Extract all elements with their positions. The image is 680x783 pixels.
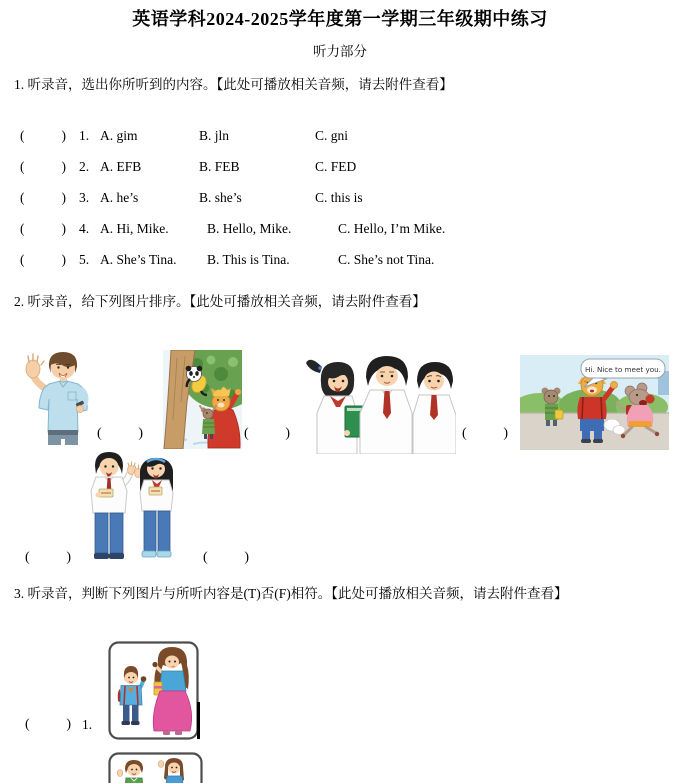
image-panda-in-tree <box>163 350 242 449</box>
option-c: C. gni <box>315 128 349 143</box>
image-man-waving <box>20 349 102 445</box>
question-number: 3. <box>79 190 90 205</box>
option-b: B. FEB <box>199 159 240 174</box>
girl-with-book <box>306 360 365 454</box>
page-title: 英语学科2024-2025学年度第一学期三年级期中练习 <box>132 9 548 29</box>
answer-slot-picture-4[interactable] <box>25 550 71 566</box>
section-subtitle-listening: 听力部分 <box>313 44 367 59</box>
paren-open: ( <box>244 426 249 441</box>
paren-open: ( <box>20 221 25 236</box>
option-c: C. Hello, I’m Mike. <box>338 221 446 236</box>
question-row-3 <box>0 190 680 221</box>
paren-open: ( <box>20 159 25 174</box>
paren-open: ( <box>20 128 25 143</box>
short-boy <box>413 362 456 454</box>
option-a: A. gim <box>100 128 138 143</box>
question-row-4 <box>0 221 680 252</box>
question-number: 1. <box>79 128 90 143</box>
option-a: A. She’s Tina. <box>100 252 177 267</box>
question-row-5 <box>0 252 680 283</box>
girl-with-card <box>135 458 174 557</box>
option-b: B. she’s <box>199 190 242 205</box>
answer-slot-q5[interactable] <box>20 252 66 268</box>
image-boy-greeting-teacher <box>108 641 199 740</box>
paren-close: ) <box>61 128 66 143</box>
answer-slot-picture-2[interactable] <box>244 426 290 442</box>
paren-open: ( <box>25 717 30 732</box>
image-cat-and-mice-greeting <box>520 355 669 450</box>
section1-question-list <box>0 128 680 283</box>
image-two-children-partial <box>108 752 203 783</box>
option-b: B. This is Tina. <box>207 252 290 267</box>
paren-close: ) <box>66 550 71 565</box>
question-row-1 <box>0 128 680 159</box>
paren-close: ) <box>244 550 249 565</box>
answer-slot-q3[interactable] <box>20 190 66 206</box>
paren-open: ( <box>97 426 102 441</box>
paren-close: ) <box>285 426 290 441</box>
paren-close: ) <box>503 426 508 441</box>
option-c: C. She’s not Tina. <box>338 252 435 267</box>
option-a: A. he’s <box>100 190 139 205</box>
paren-open: ( <box>203 550 208 565</box>
paren-open: ( <box>25 550 30 565</box>
answer-slot-q1[interactable] <box>20 128 66 144</box>
option-b: B. jln <box>199 128 230 143</box>
question-row-2 <box>0 159 680 190</box>
answer-slot-q4[interactable] <box>20 221 66 237</box>
question-number: 5. <box>79 252 90 267</box>
tall-boy <box>360 356 412 454</box>
s3-question1-number: 1. <box>82 717 93 732</box>
boy-with-card <box>91 452 135 559</box>
answer-slot-picture-3[interactable] <box>462 426 508 442</box>
answer-slot-s3-q1[interactable] <box>25 717 71 733</box>
option-a: A. EFB <box>100 159 142 174</box>
option-b: B. Hello, Mike. <box>207 221 292 236</box>
text-cursor <box>197 702 200 739</box>
answer-slot-q2[interactable] <box>20 159 66 175</box>
image-three-students <box>300 353 456 454</box>
paren-close: ) <box>61 159 66 174</box>
paren-open: ( <box>20 252 25 267</box>
paren-close: ) <box>61 190 66 205</box>
image-boy-girl-name-cards <box>80 449 188 564</box>
paren-open: ( <box>462 426 467 441</box>
section2-heading: 2. 听录音，给下列图片排序。【此处可播放相关音频，请去附件查看】 <box>14 294 426 309</box>
section3-heading: 3. 听录音，判断下列图片与所听内容是(T)否(F)相符。【此处可播放相关音频，请去附件查看】 <box>14 586 568 601</box>
speech-bubble-text: Hi. Nice to meet you. <box>585 365 661 374</box>
option-a: A. Hi, Mike. <box>100 221 169 236</box>
question-number: 4. <box>79 221 90 236</box>
paren-close: ) <box>61 221 66 236</box>
option-c: C. FED <box>315 159 357 174</box>
answer-slot-picture-1[interactable] <box>97 426 143 442</box>
paren-close: ) <box>138 426 143 441</box>
question-number: 2. <box>79 159 90 174</box>
paren-close: ) <box>61 252 66 267</box>
paren-close: ) <box>66 717 71 732</box>
answer-slot-picture-5[interactable] <box>203 550 249 566</box>
option-c: C. this is <box>315 190 363 205</box>
teacher-with-book <box>152 647 191 735</box>
section1-heading: 1. 听录音，选出你所听到的内容。【此处可播放相关音频，请去附件查看】 <box>14 77 453 92</box>
paren-open: ( <box>20 190 25 205</box>
